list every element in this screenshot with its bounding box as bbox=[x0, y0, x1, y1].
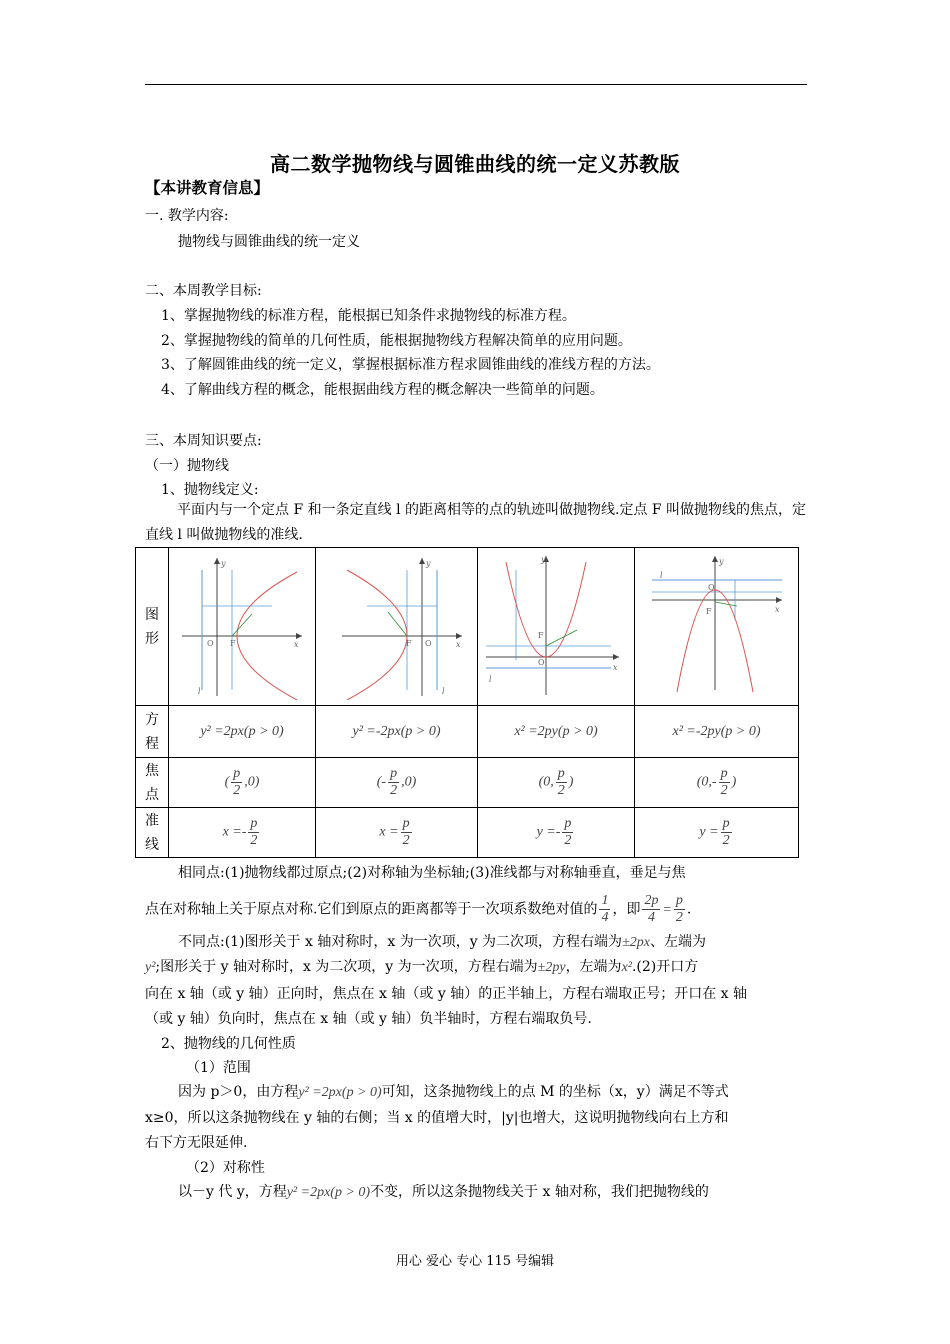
parabola-subheading: （一）抛物线 bbox=[145, 458, 229, 474]
equation-4: x² =-2py(p > 0) bbox=[635, 706, 799, 758]
same-line-2: 点在对称轴上关于原点对称.它们到原点的距离都等于一次项系数绝对值的 $\frac{1}{4}$ ，即 $\frac{2p}{4}$ = $\frac{p}{2}$ . bbox=[145, 893, 692, 925]
symmetry-heading: （2）对称性 bbox=[186, 1160, 265, 1176]
symmetry-line-1: 以－y 代 y，方程y² =2px(p > 0)不变，所以这条抛物线关于 x 轴对称，我们把抛物线的 bbox=[178, 1184, 709, 1200]
range-heading: （1）范围 bbox=[186, 1060, 251, 1076]
axis-label-y: y bbox=[541, 554, 546, 564]
goals-heading: 二、本周教学目标: bbox=[145, 283, 262, 299]
origin-label: O bbox=[424, 638, 432, 648]
figure-up-opening bbox=[478, 548, 635, 706]
axis-label-x: x bbox=[774, 604, 780, 614]
page-footer: 用心 爱心 专心 115 号编辑 bbox=[395, 1254, 555, 1269]
header-rule bbox=[145, 84, 807, 85]
range-line-1: 因为 p＞0，由方程y² =2px(p > 0)可知，这条抛物线上的点 M 的坐标（x，y）满足不等式 bbox=[178, 1084, 729, 1100]
directrix-1: x =- $\frac{p}{2}$ bbox=[169, 808, 316, 858]
definition-text: 平面内与一个定点 F 和一条定直线 l 的距离相等的点的轨迹叫做抛物线.定点 F 叫做抛物线的焦点，定直线 l 叫做抛物线的准线. bbox=[145, 502, 807, 543]
goal-item-3: 3、了解圆锥曲线的统一定义，掌握根据标准方程求圆锥曲线的准线方程的方法。 bbox=[161, 357, 660, 373]
directrix-3: y =- $\frac{p}{2}$ bbox=[478, 808, 635, 858]
range-line-2: x≥0，所以这条抛物线在 y 轴的右侧；当 x 的值增大时，|y|也增大，这说明抛物线向右上方和 bbox=[145, 1110, 729, 1126]
origin-label: O bbox=[707, 582, 715, 592]
figure-left-opening bbox=[316, 548, 478, 706]
directrix-label: l bbox=[198, 686, 201, 696]
focus-label: F bbox=[538, 630, 544, 640]
origin-label: O bbox=[207, 638, 214, 648]
focus-4: (0,- $\frac{p}{2}$ ) bbox=[635, 758, 799, 808]
definition-heading: 1、抛物线定义: bbox=[161, 482, 259, 498]
equation-2: y² =-2px(p > 0) bbox=[316, 706, 478, 758]
axis-label-x: x bbox=[613, 662, 618, 672]
range-line-3: 右下方无限延伸. bbox=[145, 1135, 248, 1151]
page-title: 高二数学抛物线与圆锥曲线的统一定义苏教版 bbox=[270, 152, 680, 176]
focus-2: (- $\frac{p}{2}$ ,0) bbox=[316, 758, 478, 808]
key-points-heading: 三、本周知识要点: bbox=[145, 433, 262, 449]
diff-line-1: 不同点:(1)图形关于 x 轴对称时，x 为一次项，y 为二次项，方程右端为±2px、左端为 bbox=[178, 934, 706, 950]
focus-3: (0, $\frac{p}{2}$ ) bbox=[478, 758, 635, 808]
directrix-2: x = $\frac{p}{2}$ bbox=[316, 808, 478, 858]
focus-label: F bbox=[405, 638, 412, 648]
goal-item-2: 2、掌握抛物线的简单的几何性质，能根据抛物线方程解决简单的应用问题。 bbox=[161, 333, 632, 349]
axis-label-x: x bbox=[294, 639, 299, 649]
row-label-focus: 焦点 bbox=[136, 758, 169, 808]
axis-label-y: y bbox=[425, 558, 431, 568]
figure-right-opening bbox=[169, 548, 316, 706]
section-info-heading: 【本讲教育信息】 bbox=[145, 178, 270, 197]
goal-item-4: 4、了解曲线方程的概念，能根据曲线方程的概念解决一些简单的问题。 bbox=[161, 382, 604, 398]
goal-item-1: 1、掌握抛物线的标准方程，能根据已知条件求抛物线的标准方程。 bbox=[161, 308, 576, 324]
diff-line-2: y²;图形关于 y 轴对称时，x 为二次项，y 为一次项，方程右端为±2py，左端为x².(2)开口方 bbox=[145, 959, 699, 975]
row-label-directrix: 准线 bbox=[136, 808, 169, 858]
teaching-content-heading: 一. 教学内容: bbox=[145, 208, 229, 224]
teaching-content-text: 抛物线与圆锥曲线的统一定义 bbox=[178, 234, 360, 250]
equation-1: y² =2px(p > 0) bbox=[169, 706, 316, 758]
directrix-label: l bbox=[659, 570, 663, 580]
focus-label: F bbox=[705, 606, 712, 616]
directrix-label: l bbox=[441, 686, 445, 696]
figure-down-opening bbox=[635, 548, 799, 706]
row-label-equation: 方程 bbox=[136, 706, 169, 758]
diff-line-3: 向在 x 轴（或 y 轴）正向时，焦点在 x 轴（或 y 轴）的正半轴上，方程右端取正号；开口在 x 轴 bbox=[145, 986, 748, 1002]
axis-label-x: x bbox=[455, 639, 461, 649]
focus-1: ( $\frac{p}{2}$ ,0) bbox=[169, 758, 316, 808]
parabola-table bbox=[135, 547, 799, 858]
row-label-figure: 图形 bbox=[136, 548, 169, 706]
directrix-4: y = $\frac{p}{2}$ bbox=[635, 808, 799, 858]
diff-line-4: （或 y 轴）负向时，焦点在 x 轴（或 y 轴）负半轴时，方程右端取负号. bbox=[145, 1011, 592, 1027]
geometry-heading: 2、抛物线的几何性质 bbox=[161, 1036, 296, 1052]
origin-label: O bbox=[538, 657, 545, 667]
same-line-1: 相同点:(1)抛物线都过原点;(2)对称轴为坐标轴;(3)准线都与对称轴垂直，垂足与焦 bbox=[178, 865, 686, 881]
axis-label-y: y bbox=[718, 556, 724, 566]
directrix-label: l bbox=[489, 674, 492, 684]
focus-label: F bbox=[230, 638, 236, 648]
axis-label-y: y bbox=[221, 558, 226, 568]
equation-3: x² =2py(p > 0) bbox=[478, 706, 635, 758]
